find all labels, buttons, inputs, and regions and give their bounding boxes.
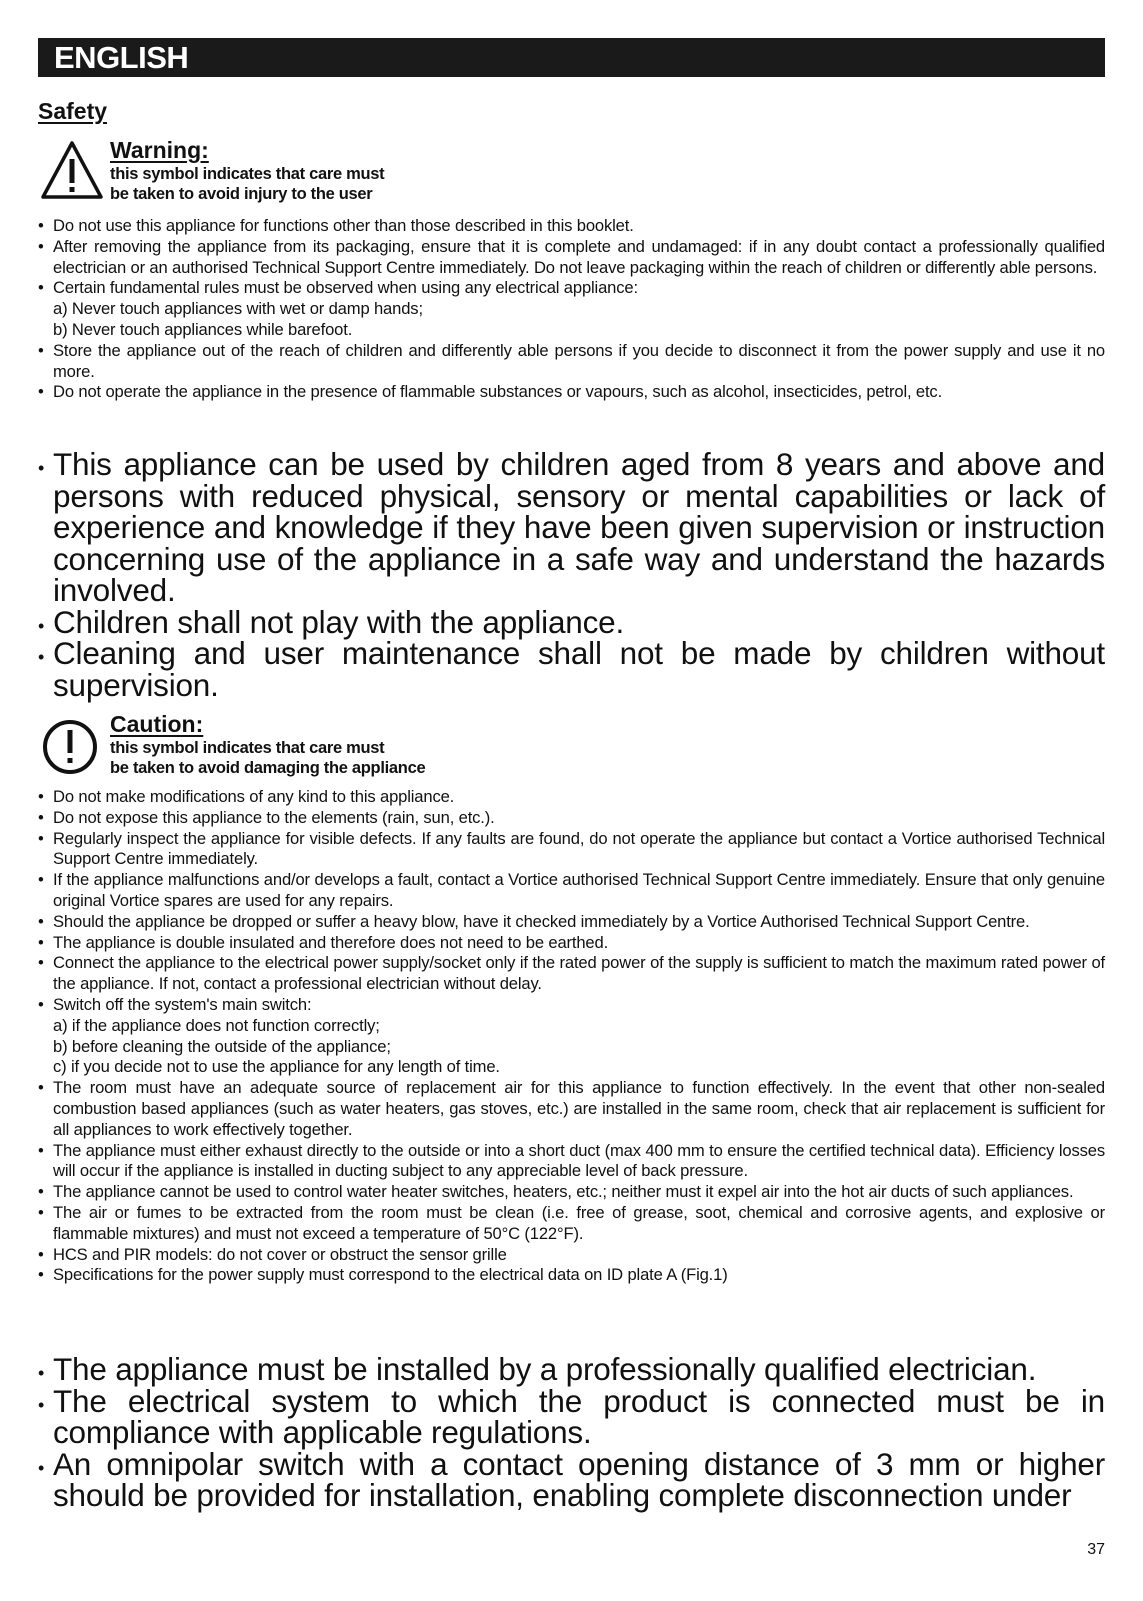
page-number: 37 bbox=[1087, 1541, 1105, 1558]
list-item: • If the appliance malfunctions and/or develops a fault, contact a Vortice authorised Technical Support Centre immediately. Ensure that only genuine original Vortice spares are used for any repairs. bbox=[38, 870, 1105, 912]
list-item: • Switch off the system's main switch: a) if the appliance does not function correctly; b) before cleaning the outside of the appliance; c) if you decide not to use the appliance for any length of time. bbox=[38, 995, 1105, 1078]
list-item: • Cleaning and user maintenance shall not be made by children without supervision. bbox=[38, 638, 1105, 701]
warning-large-list bbox=[38, 446, 1105, 703]
sub-item: b) Never touch appliances while barefoot. bbox=[53, 319, 353, 339]
list-item: • This appliance can be used by children aged from 8 years and above and persons with reduced physical, sensory or mental capabilities or lack of experience and knowledge if they have been given supervision or instruction concerning use of the appliance in a safe way and understand the hazards involved. bbox=[38, 449, 1105, 607]
warning-triangle-icon bbox=[40, 139, 104, 201]
caution-description-line-1: this symbol indicates that care must bbox=[110, 739, 385, 757]
sub-item: a) if the appliance does not function correctly; bbox=[53, 1015, 380, 1035]
list-item: • The room must have an adequate source of replacement air for this appliance to function effectively. In the event that other non-sealed combustion based appliances (such as water heaters, gas stoves, etc.) are installed in the same room, check that air replacement is sufficient for all appliances to work effectively together. bbox=[38, 1078, 1105, 1140]
caution-list bbox=[38, 787, 1105, 1286]
caution-description bbox=[110, 738, 425, 778]
list-item: • Do not operate the appliance in the presence of flammable substances or vapours, such as alcohol, insecticides, petrol, etc. bbox=[38, 382, 1105, 403]
section-title: Safety bbox=[38, 98, 108, 124]
warning-description-line-1: this symbol indicates that care must bbox=[110, 165, 385, 183]
list-item: • Children shall not play with the appliance. bbox=[38, 607, 1105, 639]
sub-item: a) Never touch appliances with wet or damp hands; bbox=[53, 299, 423, 319]
list-item: • After removing the appliance from its packaging, ensure that it is complete and undamaged: if in any doubt contact a professionally qualified electrician or an authorised Technical Support Centre immediately. Do not leave packaging within the reach of children or differently able persons. bbox=[38, 237, 1105, 279]
list-item: • The electrical system to which the product is connected must be in compliance with applicable regulations. bbox=[38, 1386, 1105, 1449]
list-item: • Connect the appliance to the electrical power supply/socket only if the rated power of the supply is sufficient to match the maximum rated power of the appliance. If not, contact a professional electrician without delay. bbox=[38, 953, 1105, 995]
warning-list bbox=[38, 216, 1105, 403]
language-header: ENGLISH bbox=[38, 38, 1105, 77]
list-item: • Certain fundamental rules must be observed when using any electrical appliance: a) Never touch appliances with wet or damp hands; b) Never touch appliances while barefoot. bbox=[38, 278, 1105, 340]
caution-large-list bbox=[38, 1351, 1105, 1513]
list-item: • The appliance must be installed by a professionally qualified electrician. bbox=[38, 1354, 1105, 1386]
list-item: • Specifications for the power supply must correspond to the electrical data on ID plate A (Fig.1) bbox=[38, 1265, 1105, 1286]
warning-description-line-2: be taken to avoid injury to the user bbox=[110, 185, 373, 203]
caution-exclamation-icon bbox=[40, 717, 100, 777]
list-item: • An omnipolar switch with a contact opening distance of 3 mm or higher should be provided for installation, enabling complete disconnection under bbox=[38, 1449, 1105, 1512]
list-item: • Do not expose this appliance to the elements (rain, sun, etc.). bbox=[38, 808, 1105, 829]
caution-block bbox=[40, 711, 640, 781]
list-item: • Do not use this appliance for functions other than those described in this booklet. bbox=[38, 216, 1105, 237]
sub-item: c) if you decide not to use the appliance for any length of time. bbox=[53, 1057, 500, 1077]
warning-block bbox=[40, 137, 640, 207]
list-item: • Regularly inspect the appliance for visible defects. If any faults are found, do not operate the appliance but contact a Vortice authorised Technical Support Centre immediately. bbox=[38, 829, 1105, 871]
warning-description bbox=[110, 164, 384, 204]
list-item: • The appliance must either exhaust directly to the outside or into a short duct (max 400 mm to ensure the certified technical data). Efficiency losses will occur if the appliance is installed in ducting subject to any appreciable level of back pressure. bbox=[38, 1141, 1105, 1183]
list-item: • The appliance cannot be used to control water heater switches, heaters, etc.; neither must it expel air into the hot air ducts of such appliances. bbox=[38, 1182, 1105, 1203]
list-item: • Store the appliance out of the reach of children and differently able persons if you decide to disconnect it from the power supply and use it no more. bbox=[38, 341, 1105, 383]
list-item: • Do not make modifications of any kind to this appliance. bbox=[38, 787, 1105, 808]
sub-item: b) before cleaning the outside of the appliance; bbox=[53, 1036, 391, 1056]
list-item: • The appliance is double insulated and therefore does not need to be earthed. bbox=[38, 933, 1105, 954]
caution-title: Caution: bbox=[110, 711, 204, 737]
list-item: • Should the appliance be dropped or suffer a heavy blow, have it checked immediately by a Vortice Authorised Technical Support Centre. bbox=[38, 912, 1105, 933]
caution-description-line-2: be taken to avoid damaging the appliance bbox=[110, 759, 426, 777]
warning-title: Warning: bbox=[110, 137, 209, 163]
list-item: • HCS and PIR models: do not cover or obstruct the sensor grille bbox=[38, 1245, 1105, 1266]
list-item: • The air or fumes to be extracted from the room must be clean (i.e. free of grease, soot, chemical and corrosive agents, and explosive or flammable mixtures) and must not exceed a temperature of 50°C (122°F). bbox=[38, 1203, 1105, 1245]
